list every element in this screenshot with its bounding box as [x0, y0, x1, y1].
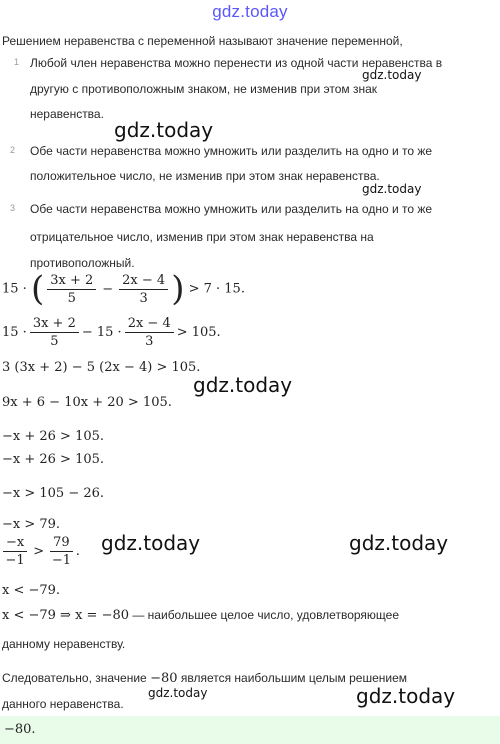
answer-value: −80. — [4, 722, 36, 737]
conclusion-line — [2, 669, 407, 687]
watermark: gdz.today — [148, 686, 208, 700]
rule-1-line-1: Любой член неравенства можно перенести из одной части неравенства в — [30, 56, 443, 70]
fraction-3-numerator: 3x + 2 — [30, 316, 79, 333]
fraction-2-numerator: 2x − 4 — [119, 273, 168, 290]
conclusion-line-2: данного неравенства. — [2, 697, 124, 711]
right-paren: ) — [171, 269, 185, 309]
fraction-2 — [119, 273, 168, 306]
fraction-4-denominator: 3 — [145, 334, 154, 349]
fraction-1-numerator: 3x + 2 — [47, 273, 96, 290]
math-step-3: 3 (3x + 2) − 5 (2x − 4) > 105. — [2, 360, 201, 375]
fraction-3-denominator: 5 — [50, 334, 59, 349]
watermark: gdz.today — [114, 118, 214, 142]
fraction-5-denominator: −1 — [5, 553, 25, 568]
fraction-4-numerator: 2x − 4 — [125, 316, 174, 333]
conclusion-prefix: Следовательно, значение — [2, 671, 151, 685]
math-step-4: 9x + 6 − 10x + 20 > 105. — [2, 395, 172, 410]
rule-1-line-2: другую с противоположным знаком, не изменив при этом знак — [30, 82, 378, 96]
math-step-11-formula: x < −79 ⇒ x = −80 — [2, 608, 130, 623]
watermark: gdz.today — [362, 182, 422, 196]
conclusion-suffix: является наибольшим целым решением — [177, 671, 407, 685]
math-step-6: −x + 26 > 105. — [2, 452, 105, 467]
math-step-2-prefix: 15 · — [2, 325, 27, 340]
rule-3-line-2: отрицательное число, изменив при этом знак неравенства на — [30, 230, 374, 244]
math-step-8: −x > 79. — [2, 517, 61, 532]
rule-3-line-3: противоположный. — [30, 256, 135, 270]
math-step-11-text: — наибольшее целое число, удовлетворяющее — [129, 608, 399, 622]
rule-1-number: 1 — [14, 57, 20, 67]
fraction-1 — [47, 273, 96, 306]
watermark: gdz.today — [349, 531, 449, 555]
minus-sign: − — [102, 281, 114, 297]
math-step-12: данному неравенству. — [2, 637, 126, 651]
intro-text: Решением неравенства с переменной называют значение переменной, — [2, 34, 403, 48]
watermark: gdz.today — [356, 684, 456, 708]
rule-2-number: 2 — [10, 145, 16, 155]
rule-2-line-1: Обе части неравенства можно умножить или разделить на одно и то же — [30, 144, 433, 158]
math-step-1-suffix: > 7 · 15. — [188, 281, 245, 297]
fraction-6-numerator: 79 — [50, 535, 73, 552]
fraction-5-numerator: −x — [3, 535, 27, 552]
site-title: gdz.today — [212, 2, 288, 21]
answer-bar — [0, 716, 500, 744]
math-step-10: x < −79. — [2, 583, 61, 598]
math-step-5: −x + 26 > 105. — [2, 429, 105, 444]
math-step-2-middle: − 15 · — [81, 325, 122, 340]
math-step-1 — [2, 269, 245, 309]
fraction-5 — [3, 535, 27, 568]
fraction-2-denominator: 3 — [139, 290, 148, 306]
greater-sign: > — [33, 544, 45, 559]
watermark: gdz.today — [101, 531, 201, 555]
math-step-9 — [0, 535, 80, 568]
rule-3-number: 3 — [10, 203, 16, 213]
watermark: gdz.today — [362, 68, 422, 82]
math-step-11 — [2, 606, 399, 624]
fraction-1-denominator: 5 — [67, 290, 76, 306]
rule-3-line-1: Обе части неравенства можно умножить или разделить на одно и то же — [30, 202, 433, 216]
fraction-4 — [125, 316, 174, 349]
watermark: gdz.today — [193, 373, 293, 397]
math-step-1-prefix: 15 · — [2, 281, 27, 297]
rule-2-line-2: положительное число, не изменив при этом знак неравенства. — [30, 169, 380, 183]
fraction-3 — [30, 316, 79, 349]
math-step-9-suffix: . — [75, 544, 80, 559]
conclusion-value: −80 — [150, 671, 178, 686]
left-paren: ( — [30, 269, 45, 309]
fraction-6 — [50, 535, 73, 568]
math-step-7: −x > 105 − 26. — [2, 486, 105, 501]
math-step-2-suffix: > 105. — [176, 325, 221, 340]
rule-1-line-3: неравенства. — [30, 107, 104, 121]
fraction-6-denominator: −1 — [51, 553, 71, 568]
math-step-2 — [2, 316, 221, 349]
